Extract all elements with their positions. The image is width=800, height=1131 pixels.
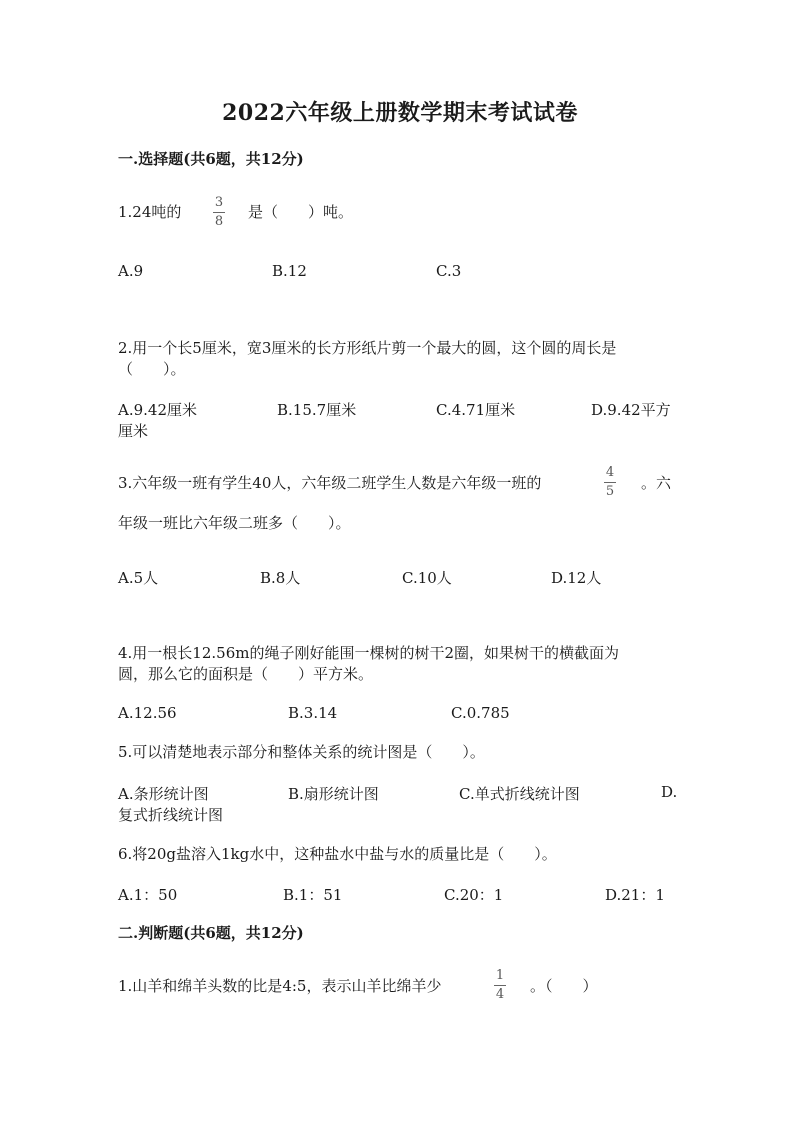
q4-option-a: A.12.56 [118, 704, 177, 722]
q2-option-a: A.9.42厘米 [118, 401, 197, 419]
question-4-line-2: 圆，那么它的面积是（ ）平方米。 [118, 665, 374, 683]
question-3-suffix: 。六 [641, 474, 672, 492]
q5-option-d-wrap: 复式折线统计图 [118, 806, 224, 824]
q3-option-c: C.10人 [402, 569, 452, 587]
q5-option-b: B.扇形统计图 [288, 785, 379, 803]
question-1-prefix: 1.24吨的 [118, 203, 182, 221]
q4-option-c: C.0.785 [451, 704, 510, 722]
tf-question-1-suffix: 。（ ） [530, 977, 598, 995]
q6-option-c: C.20：1 [444, 886, 504, 904]
question-4-line-1: 4.用一根长12.56m的绳子刚好能围一棵树的树干2圈，如果树干的横截面为 [118, 644, 620, 662]
q6-option-a: A.1：50 [118, 886, 178, 904]
fraction-bar [494, 985, 506, 986]
q2-option-d-wrap: 厘米 [118, 422, 149, 440]
q5-option-c: C.单式折线统计图 [459, 785, 580, 803]
question-6-text: 6.将20g盐溶入1kg水中，这种盐水中盐与水的质量比是（ ）。 [118, 845, 557, 863]
fraction-numerator: 3 [214, 195, 224, 210]
fraction-four-fifths [604, 466, 616, 499]
page-title: 2022六年级上册数学期末考试试卷 [222, 100, 578, 126]
question-2-line-1: 2.用一个长5厘米，宽3厘米的长方形纸片剪一个最大的圆，这个圆的周长是 [118, 339, 617, 357]
q4-option-b: B.3.14 [288, 704, 338, 722]
question-3-line-2: 年级一班比六年级二班多（ ）。 [118, 514, 351, 532]
q1-option-a: A.9 [118, 262, 144, 280]
question-3-prefix: 3.六年级一班有学生40人，六年级二班学生人数是六年级一班的 [118, 474, 542, 492]
fraction-bar [213, 212, 225, 213]
fraction-three-eighths [213, 196, 225, 229]
fraction-denominator: 5 [605, 484, 615, 499]
q1-option-b: B.12 [272, 262, 307, 280]
q6-option-d: D.21：1 [605, 886, 665, 904]
question-2-line-2: （ ）。 [118, 360, 186, 378]
q1-option-c: C.3 [436, 262, 462, 280]
question-5-text: 5.可以清楚地表示部分和整体关系的统计图是（ ）。 [118, 743, 485, 761]
q5-option-a: A.条形统计图 [118, 785, 209, 803]
q2-option-d: D.9.42平方 [591, 401, 671, 419]
q3-option-a: A.5人 [118, 569, 159, 587]
fraction-denominator: 4 [495, 987, 505, 1002]
fraction-numerator: 4 [605, 465, 615, 480]
question-1-suffix: 是（ ）吨。 [248, 203, 354, 221]
fraction-denominator: 8 [214, 214, 224, 229]
fraction-one-quarter [494, 969, 506, 1002]
tf-question-1-prefix: 1.山羊和绵羊头数的比是4:5，表示山羊比绵羊少 [118, 977, 442, 995]
q2-option-b: B.15.7厘米 [277, 401, 357, 419]
section-heading-choice: 一.选择题(共6题，共12分) [118, 150, 304, 168]
q3-option-b: B.8人 [260, 569, 301, 587]
fraction-numerator: 1 [495, 968, 505, 983]
section-heading-true-false: 二.判断题(共6题，共12分) [118, 924, 304, 942]
q5-option-d: D. [661, 783, 678, 801]
q6-option-b: B.1：51 [283, 886, 343, 904]
q3-option-d: D.12人 [551, 569, 602, 587]
q2-option-c: C.4.71厘米 [436, 401, 516, 419]
fraction-bar [604, 482, 616, 483]
